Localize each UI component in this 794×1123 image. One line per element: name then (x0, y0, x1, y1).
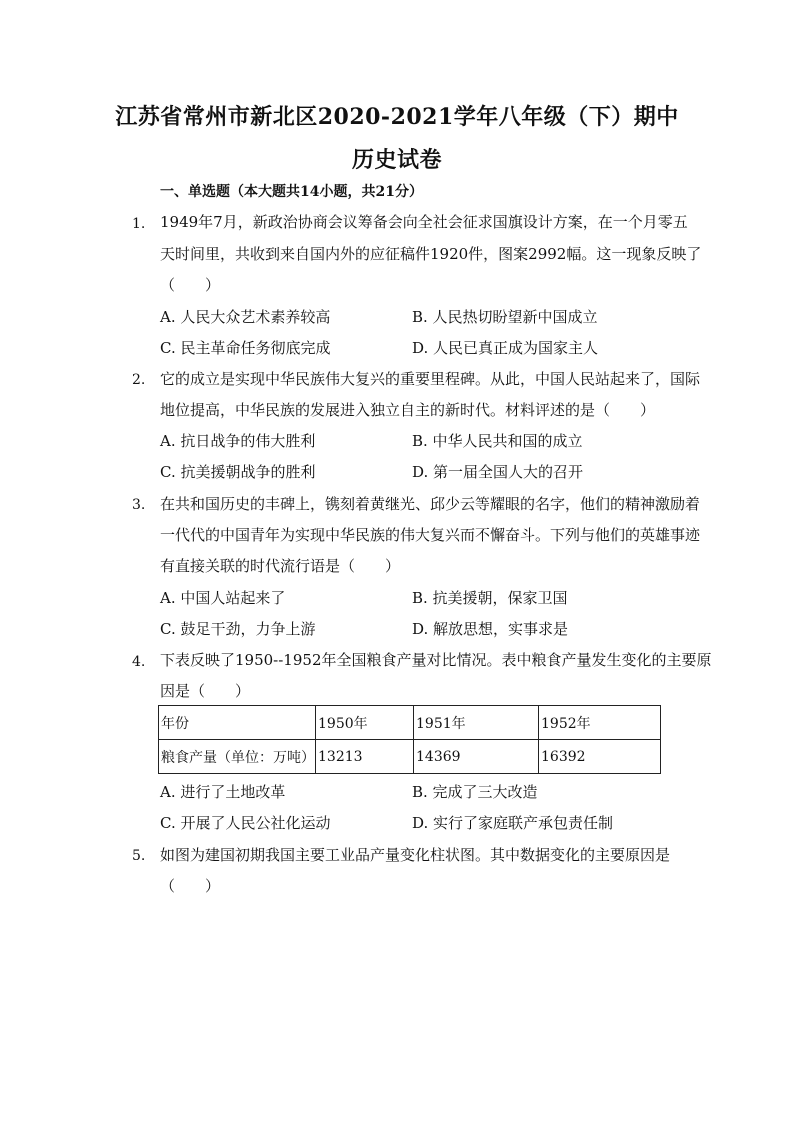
question-3-option-c[interactable]: C. 鼓足干劲，力争上游 (160, 620, 316, 638)
question-2-option-a[interactable]: A. 抗日战争的伟大胜利 (160, 432, 316, 450)
table-row (159, 740, 661, 774)
question-4-line-2: 因是（ ） (160, 682, 251, 700)
table-header-row (159, 706, 661, 740)
section-heading: 一、单选题（本大题共14小题，共21分） (160, 184, 423, 200)
question-4-option-c[interactable]: C. 开展了人民公社化运动 (160, 814, 331, 832)
question-4-line-1: 下表反映了1950--1952年全国粮食产量对比情况。表中粮食产量发生变化的主要原 (160, 651, 712, 669)
table-cell: 1951年 (414, 706, 539, 740)
question-1-line-2: 天时间里，共收到来自国内外的应征稿件1920件，图案2992幅。这一现象反映了 (160, 245, 702, 263)
question-2-option-b[interactable]: B. 中华人民共和国的成立 (412, 432, 583, 450)
question-3-option-a[interactable]: A. 中国人站起来了 (160, 589, 286, 607)
exam-title-line1: 江苏省常州市新北区2020-2021学年八年级（下）期中 (115, 104, 679, 130)
table-cell: 13213 (316, 740, 414, 774)
question-4-option-a[interactable]: A. 进行了土地改革 (160, 783, 286, 801)
question-3-line-1: 在共和国历史的丰碑上，镌刻着黄继光、邱少云等耀眼的名字，他们的精神激励着 (160, 495, 701, 513)
question-2-line-1: 它的成立是实现中华民族伟大复兴的重要里程碑。从此，中国人民站起来了，国际 (160, 370, 701, 388)
question-1-line-3: （ ） (160, 276, 221, 294)
question-1-number: 1. (132, 216, 146, 232)
question-3-option-d[interactable]: D. 解放思想，实事求是 (412, 620, 569, 638)
question-3-line-3: 有直接关联的时代流行语是（ ） (160, 557, 401, 575)
question-1-option-d[interactable]: D. 人民已真正成为国家主人 (412, 339, 599, 357)
question-5-line-1: 如图为建国初期我国主要工业品产量变化柱状图。其中数据变化的主要原因是 (160, 846, 671, 864)
question-1-option-a[interactable]: A. 人民大众艺术素养较高 (160, 308, 331, 326)
table-cell: 年份 (159, 706, 316, 740)
table-cell: 粮食产量（单位：万吨） (159, 740, 316, 774)
grain-output-table (158, 705, 661, 774)
question-4-number: 4. (132, 654, 146, 670)
question-3-line-2: 一代代的中国青年为实现中华民族的伟大复兴而不懈奋斗。下列与他们的英雄事迹 (160, 526, 701, 544)
question-4-option-b[interactable]: B. 完成了三大改造 (412, 783, 538, 801)
question-4-option-d[interactable]: D. 实行了家庭联产承包责任制 (412, 814, 614, 832)
question-2-option-d[interactable]: D. 第一届全国人大的召开 (412, 463, 584, 481)
question-2-option-c[interactable]: C. 抗美援朝战争的胜利 (160, 463, 316, 481)
question-2-line-2: 地位提高，中华民族的发展进入独立自主的新时代。材料评述的是（ ） (160, 401, 656, 419)
question-1-option-c[interactable]: C. 民主革命任务彻底完成 (160, 339, 331, 357)
question-3-number: 3. (132, 497, 146, 513)
exam-title-line2: 历史试卷 (351, 147, 442, 173)
table-cell: 1952年 (539, 706, 661, 740)
question-1-line-1: 1949年7月，新政治协商会议筹备会向全社会征求国旗设计方案，在一个月零五 (160, 213, 688, 231)
question-5-line-2: （ ） (160, 877, 221, 895)
table-cell: 16392 (539, 740, 661, 774)
question-2-number: 2. (132, 372, 146, 388)
question-3-option-b[interactable]: B. 抗美援朝，保家卫国 (412, 589, 568, 607)
table-cell: 14369 (414, 740, 539, 774)
question-5-number: 5. (132, 848, 146, 864)
question-1-option-b[interactable]: B. 人民热切盼望新中国成立 (412, 308, 598, 326)
table-cell: 1950年 (316, 706, 414, 740)
